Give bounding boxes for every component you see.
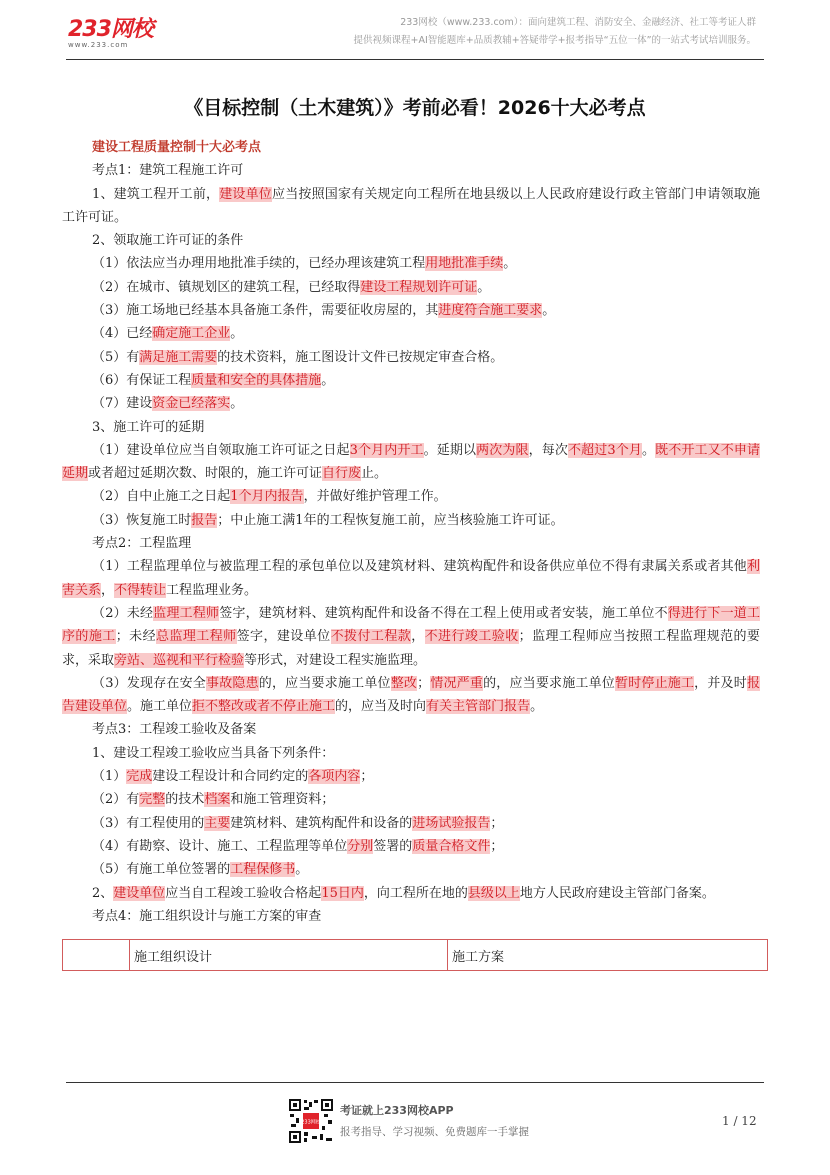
header-line-1: 233网校（www.233.com）：面向建筑工程、消防安全、金融经济、社工等考证人群 bbox=[400, 17, 756, 28]
body-text: 地方人民政府建设主管部门备案。 bbox=[519, 885, 715, 901]
body-text: 止。 bbox=[361, 466, 388, 482]
highlighted-text: 建设工程规划许可证 bbox=[360, 279, 478, 295]
body-text: 的技术资料，施工图设计文件已按规定审查合格。 bbox=[217, 349, 504, 365]
paragraph bbox=[62, 439, 760, 486]
body-text: （3）发现存在安全 bbox=[92, 675, 206, 691]
highlighted-text: 各项内容 bbox=[308, 769, 361, 785]
body-text: 和施工管理资料； bbox=[230, 792, 335, 808]
highlighted-text: 不拨付工程款 bbox=[330, 629, 412, 645]
paragraph bbox=[62, 485, 760, 508]
body-text: 1、建设工程竣工验收应当具备下列条件： bbox=[92, 745, 335, 761]
body-text: （4）已经 bbox=[92, 326, 153, 342]
highlighted-text: 满足施工需要 bbox=[139, 349, 218, 365]
highlighted-text: 报告建设单位 bbox=[62, 675, 760, 715]
paragraph bbox=[62, 416, 760, 439]
document-body bbox=[62, 136, 760, 928]
body-text: 工程监理业务。 bbox=[166, 582, 258, 598]
body-text: 。 bbox=[477, 279, 491, 295]
body-text: （2）自中止施工之日起 bbox=[92, 489, 231, 505]
paragraph bbox=[62, 812, 760, 835]
paragraph bbox=[62, 229, 760, 252]
header-divider bbox=[66, 59, 764, 60]
highlighted-text: 工程保修书 bbox=[230, 862, 296, 878]
body-text: ； bbox=[417, 675, 431, 691]
paragraph bbox=[62, 276, 760, 299]
header-tagline bbox=[354, 14, 757, 50]
footer-app-title[interactable]: 考证就上233网校APP bbox=[340, 1104, 454, 1117]
highlighted-text: 既不开工又不申请延期 bbox=[62, 442, 760, 482]
body-text: 应当自工程竣工验收合格起 bbox=[165, 885, 322, 901]
header-line-2: 提供视频课程+AI智能题库+品质教辅+答疑带学+报考指导“五位一体”的一站式考试培训服务。 bbox=[353, 35, 756, 46]
paragraph bbox=[62, 136, 760, 159]
highlighted-text: 利害关系 bbox=[62, 559, 760, 598]
paragraph bbox=[62, 346, 760, 369]
body-text: 2、 bbox=[92, 885, 114, 901]
body-text: 。 bbox=[321, 372, 335, 388]
body-text: 签署的 bbox=[373, 838, 413, 854]
comparison-table bbox=[62, 939, 768, 971]
body-text: ， bbox=[101, 582, 115, 598]
paragraph bbox=[62, 742, 760, 765]
body-text: 。 bbox=[641, 442, 656, 458]
paragraph bbox=[62, 509, 760, 532]
body-text: ； bbox=[490, 815, 504, 831]
body-text: ；中止施工满1年的工程恢复施工前，应当核验施工许可证。 bbox=[217, 512, 564, 528]
highlighted-text: 质量和安全的具体措施 bbox=[191, 372, 322, 388]
paragraph bbox=[62, 602, 760, 672]
highlighted-text: 完整 bbox=[139, 792, 166, 808]
highlighted-text: 建设单位 bbox=[219, 186, 272, 202]
highlighted-text: 总监理工程师 bbox=[156, 629, 237, 645]
paragraph bbox=[62, 905, 760, 928]
highlighted-text: 进场试验报告 bbox=[412, 815, 491, 831]
paragraph bbox=[62, 159, 760, 182]
highlighted-text: 确定施工企业 bbox=[152, 326, 231, 342]
highlighted-text: 15日内 bbox=[321, 885, 364, 901]
paragraph bbox=[62, 369, 760, 392]
body-text: 签字，建设单位 bbox=[236, 629, 331, 645]
body-text: 考点1：建筑工程施工许可 bbox=[92, 163, 244, 179]
body-text: 的技术 bbox=[165, 792, 205, 808]
highlighted-text: 不得转让 bbox=[114, 582, 167, 598]
body-text: ；未经 bbox=[115, 629, 157, 645]
paragraph bbox=[62, 788, 760, 811]
paragraph bbox=[62, 555, 760, 602]
highlighted-text: 质量合格文件 bbox=[412, 838, 491, 854]
body-text: 考点4：施工组织设计与施工方案的审查 bbox=[92, 908, 322, 924]
highlighted-text: 建设单位 bbox=[113, 885, 166, 901]
body-text: （3）有工程使用的 bbox=[92, 815, 205, 831]
body-text: （2）在城市、镇规划区的建筑工程，已经取得 bbox=[92, 279, 361, 295]
body-text: ，每次 bbox=[528, 442, 568, 458]
body-text: 考点3：工程竣工验收及备案 bbox=[92, 722, 257, 738]
document-title: 《目标控制（土木建筑）》考前必看！2026十大必考点 bbox=[184, 97, 646, 119]
qr-badge-text: 233网校 bbox=[301, 1119, 321, 1126]
paragraph bbox=[62, 835, 760, 858]
highlighted-text: 整改 bbox=[390, 675, 418, 691]
highlighted-text: 不进行竣工验收 bbox=[424, 629, 519, 645]
body-text: （6）有保证工程 bbox=[92, 372, 192, 388]
highlighted-text: 主要 bbox=[204, 815, 231, 831]
highlighted-text: 档案 bbox=[204, 792, 231, 808]
highlighted-text: 进度符合施工要求 bbox=[438, 303, 543, 319]
body-text: ，并做好维护管理工作。 bbox=[303, 489, 447, 505]
body-text: （5）有 bbox=[92, 349, 140, 365]
qr-code-icon[interactable] bbox=[288, 1098, 334, 1144]
body-text: 或者超过延期次数、时限的，施工许可证 bbox=[88, 466, 323, 482]
body-text: 应当按照国家有关规定向工程所在地县级以上人民政府建设行政主管部门申请领取施工许可证。 bbox=[62, 186, 760, 225]
body-text: （1）工程监理单位与被监理工程的承包单位以及建筑材料、建筑构配件和设备供应单位不得有隶属关系或者其他 bbox=[92, 559, 747, 575]
footer-divider bbox=[66, 1082, 764, 1083]
body-text: （4）有勘察、设计、施工、工程监理等单位 bbox=[92, 838, 348, 854]
page-header bbox=[66, 10, 764, 62]
paragraph bbox=[62, 183, 760, 230]
highlighted-text: 监理工程师 bbox=[153, 605, 220, 621]
highlighted-text: 得进行下一道工序的施工 bbox=[62, 605, 760, 645]
table-header-cell bbox=[63, 940, 130, 971]
highlighted-text: 县级以上 bbox=[467, 885, 520, 901]
body-text: （3）施工场地已经基本具备施工条件，需要征收房屋的，其 bbox=[92, 303, 439, 319]
paragraph bbox=[62, 858, 760, 881]
body-text: ； bbox=[360, 769, 374, 785]
body-text: 等形式，对建设工程实施监理。 bbox=[244, 652, 427, 668]
body-text: 。延期以 bbox=[423, 442, 477, 458]
body-text: 的，应当要求施工单位 bbox=[258, 675, 391, 691]
site-logo[interactable] bbox=[68, 12, 153, 49]
footer-app-subtitle: 报考指导、学习视频、免费题库一手掌握 bbox=[340, 1126, 529, 1138]
body-text: （1）建设单位应当自领取施工许可证之日起 bbox=[92, 442, 350, 458]
paragraph bbox=[62, 322, 760, 345]
body-text: 。 bbox=[503, 256, 517, 272]
body-text: 。施工单位 bbox=[127, 699, 193, 715]
body-text: （2）未经 bbox=[92, 605, 154, 621]
table-header-row bbox=[63, 940, 768, 971]
body-text: 建筑材料、建筑构配件和设备的 bbox=[230, 815, 413, 831]
body-text: 。 bbox=[230, 396, 244, 412]
highlighted-text: 旁站、巡视和平行检验 bbox=[114, 652, 245, 668]
body-text: 考点2：工程监理 bbox=[92, 536, 192, 552]
body-text: （1）依法应当办理用地批准手续的，已经办理该建筑工程 bbox=[92, 256, 426, 272]
body-text: ， bbox=[411, 629, 425, 645]
highlighted-text: 报告 bbox=[191, 512, 218, 528]
page-number: 1 / 12 bbox=[722, 1114, 757, 1128]
paragraph bbox=[62, 299, 760, 322]
body-text: 建设工程设计和合同约定的 bbox=[152, 769, 309, 785]
logo-url: www.233.com bbox=[68, 41, 129, 49]
highlighted-text: 事故隐患 bbox=[206, 675, 259, 691]
highlighted-text: 完成 bbox=[126, 769, 153, 785]
body-text: （5）有施工单位签署的 bbox=[92, 862, 231, 878]
body-text: 的，应当及时向 bbox=[335, 699, 427, 715]
body-text: （1） bbox=[92, 769, 127, 785]
body-text: （3）恢复施工时 bbox=[92, 512, 192, 528]
paragraph bbox=[62, 532, 760, 555]
highlighted-text: 情况严重 bbox=[430, 675, 484, 691]
body-text: ；监理工程师应当按照工程监理规范的要求，采取 bbox=[62, 629, 760, 668]
body-text: （2）有 bbox=[92, 792, 140, 808]
section-heading: 建设工程质量控制十大必考点 bbox=[92, 140, 262, 155]
highlighted-text: 用地批准手续 bbox=[425, 256, 504, 272]
highlighted-text: 资金已经落实 bbox=[152, 396, 231, 412]
body-text: 1、建筑工程开工前， bbox=[92, 186, 220, 202]
paragraph bbox=[62, 252, 760, 275]
body-text: 。 bbox=[230, 326, 244, 342]
paragraph bbox=[62, 392, 760, 415]
table-header-cell: 施工方案 bbox=[448, 940, 768, 971]
highlighted-text: 1个月内报告 bbox=[230, 489, 304, 505]
highlighted-text: 分别 bbox=[347, 838, 374, 854]
paragraph bbox=[62, 882, 760, 905]
body-text: 。 bbox=[295, 862, 309, 878]
table-header-cell: 施工组织设计 bbox=[130, 940, 448, 971]
body-text: 的，应当要求施工单位 bbox=[483, 675, 615, 691]
paragraph bbox=[62, 718, 760, 741]
highlighted-text: 两次为限 bbox=[476, 442, 529, 458]
body-text: 3、施工许可的延期 bbox=[92, 419, 205, 435]
body-text: （7）建设 bbox=[92, 396, 153, 412]
paragraph bbox=[62, 672, 760, 719]
body-text: 。 bbox=[530, 699, 544, 715]
body-text: 2、领取施工许可证的条件 bbox=[92, 233, 244, 249]
body-text: ，向工程所在地的 bbox=[363, 885, 468, 901]
highlighted-text: 3个月内开工 bbox=[349, 442, 424, 458]
highlighted-text: 拒不整改或者不停止施工 bbox=[192, 699, 336, 715]
body-text: 签字，建筑材料、建筑构配件和设备不得在工程上使用或者安装，施工单位不 bbox=[219, 605, 668, 621]
paragraph bbox=[62, 765, 760, 788]
logo-text: 233网校 bbox=[68, 17, 153, 42]
body-text: 。 bbox=[542, 303, 556, 319]
body-text: ； bbox=[490, 838, 504, 854]
body-text: ，并及时 bbox=[694, 675, 747, 691]
highlighted-text: 不超过3个月 bbox=[567, 442, 642, 458]
highlighted-text: 有关主管部门报告 bbox=[426, 699, 531, 715]
highlighted-text: 自行废 bbox=[322, 466, 362, 482]
highlighted-text: 暂时停止施工 bbox=[615, 675, 695, 691]
